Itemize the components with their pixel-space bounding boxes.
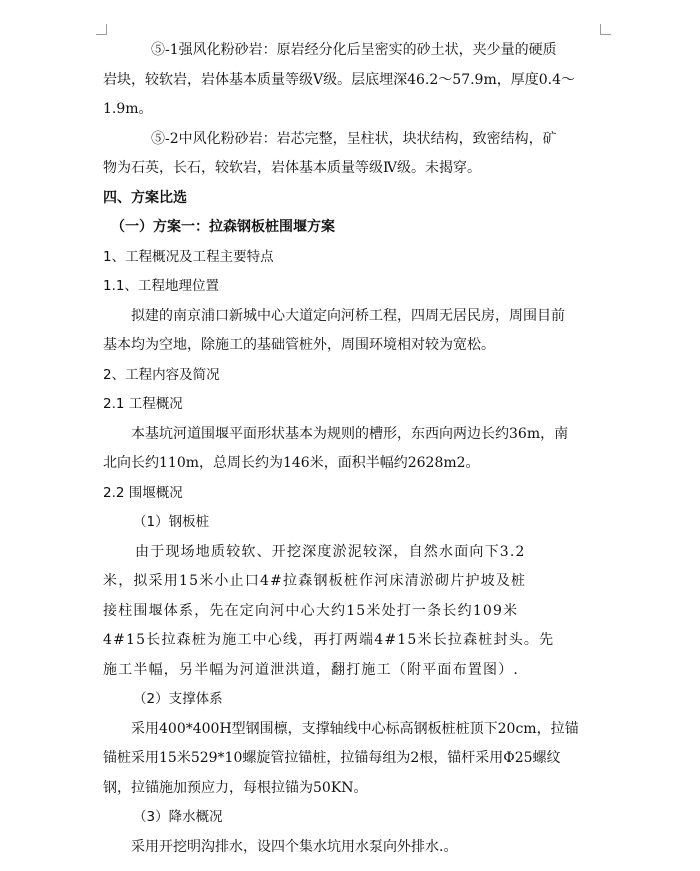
paragraph-project-location	[103, 302, 583, 361]
text-line: 钢，拉锚施加预应力，每根拉锚为50KN。	[103, 779, 368, 796]
text-line: 北向长约110m，总周长约为146米，面积半幅约2628m2。	[103, 455, 480, 471]
text-line: 物为石英，长石，较软岩，岩体基本质量等级Ⅳ级。未揭穿。	[103, 160, 481, 176]
text-line: ⑤-1强风化粉砂岩：原岩经分化后呈密实的砂土状，夹少量的硬质	[151, 42, 557, 58]
section-heading-1: 1、工程概况及工程主要特点	[103, 248, 274, 265]
text-line: 由于现场地质较软、开挖深度淤泥较深，自然水面向下3.2	[135, 543, 526, 560]
paragraph-project-overview	[103, 420, 583, 479]
text-line: 4#15长拉森桩为施工中心线，再打两端4#15米长拉森桩封头。先	[103, 632, 555, 648]
text-line: 本基坑河道围堰平面形状基本为规则的槽形，东西向两边长约36m，南	[131, 425, 569, 442]
paragraph-strongly-weathered-siltstone	[103, 36, 583, 125]
paragraph-support-system	[103, 715, 583, 804]
subheading-dewatering: （3）降水概况	[133, 809, 223, 825]
text-line: 采用400*400H型钢围檩，支撑轴线中心标高钢板桩桩顶下20cm，拉锚	[131, 720, 579, 737]
text-line: 基本均为空地，除施工的基础管桩外，周围环境相对较为宽松。	[103, 337, 495, 353]
section-heading-2-1: 2.1 工程概况	[103, 396, 183, 412]
section-heading-1-1: 1.1、工程地理位置	[103, 278, 219, 294]
text-line: 米，拟采用15米小止口4#拉森钢板桩作河床清淤砌片护坡及桩	[103, 573, 527, 589]
document-body	[103, 36, 583, 862]
text-line: 1.9m。	[103, 101, 153, 117]
text-line: ⑤-2中风化粉砂岩：岩芯完整，呈柱状，块状结构，致密结构，矿	[151, 130, 557, 147]
section-heading-2: 2、工程内容及简况	[103, 366, 220, 383]
paragraph-dewatering	[103, 833, 583, 863]
text-line: 岩块，较软岩，岩体基本质量等级Ⅴ级。层底埋深46.2～57.9m，厚度0.4～	[103, 71, 575, 88]
top-left-margin-mark	[96, 24, 107, 35]
heading-plan-1: （一）方案一：拉森钢板桩围堰方案	[111, 219, 335, 235]
paragraph-steel-sheet-pile	[103, 538, 583, 686]
text-line: 接柱围堰体系，先在定向河中心大约15米处打一条长约109米	[103, 602, 519, 619]
subheading-steel-sheet-pile: （1）钢板桩	[133, 514, 210, 530]
section-heading-2-2: 2.2 围堰概况	[103, 484, 183, 501]
top-right-margin-mark	[600, 24, 611, 35]
text-line: 锚桩采用15米529*10螺旋管拉锚桩，拉锚每组为2根，锚杆采用Φ25螺纹	[103, 750, 561, 766]
text-line: 施工半幅，另半幅为河道泄洪道，翻打施工（附平面布置图）.	[103, 661, 520, 678]
heading-section-4: 四、方案比选	[103, 189, 187, 206]
text-line: 拟建的南京浦口新城中心大道定向河桥工程，四周无居民房，周围目前	[131, 307, 565, 324]
text-line: 采用开挖明沟排水，设四个集水坑用水泵向外排水.。	[131, 838, 458, 855]
subheading-support-system: （2）支撑体系	[133, 691, 223, 707]
paragraph-moderately-weathered-siltstone	[103, 125, 583, 184]
